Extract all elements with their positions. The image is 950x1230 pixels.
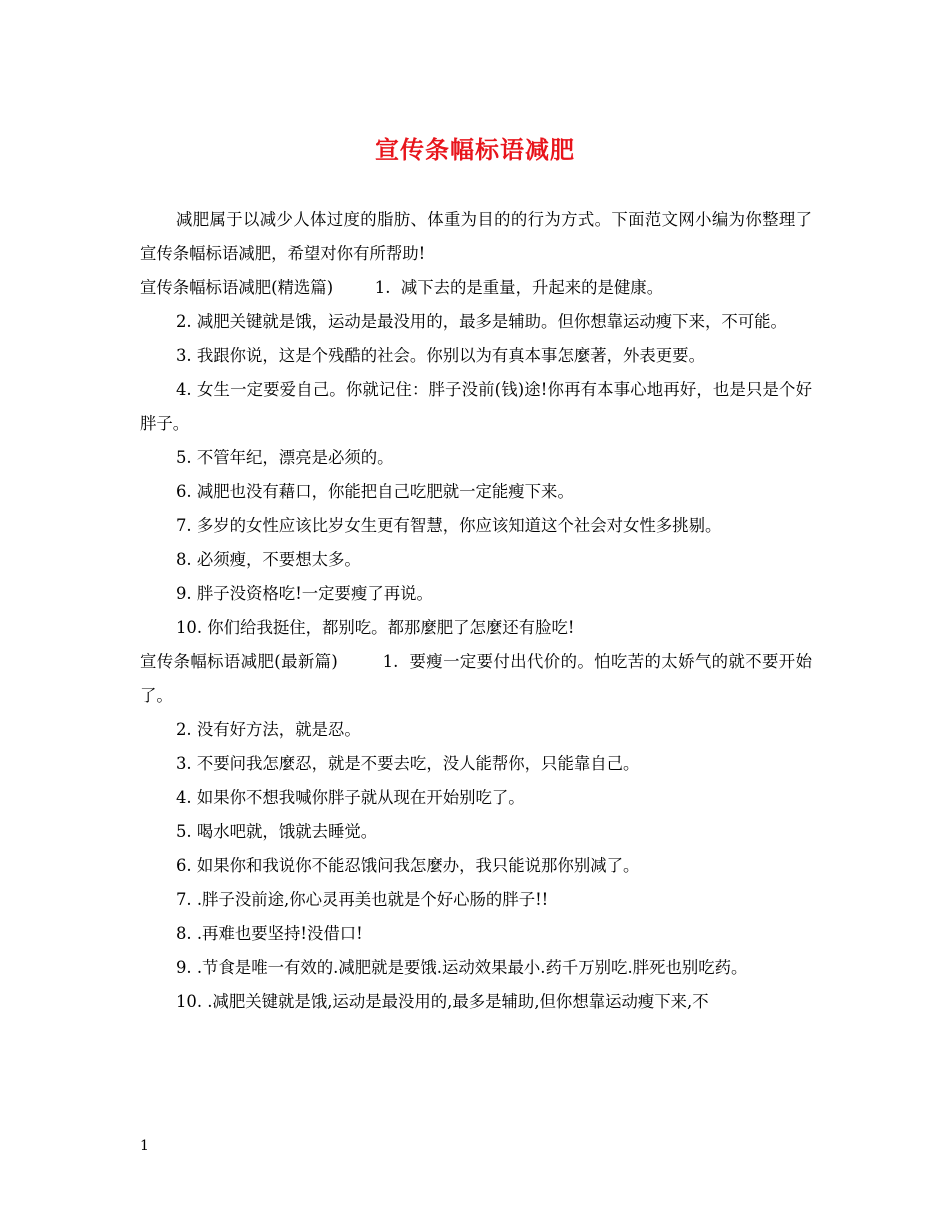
list-item: 1. 减下去的是重量，升起来的是健康。 [374, 278, 664, 297]
list-item: 2. 减肥关键就是饿，运动是最没用的，最多是辅助。但你想靠运动瘦下来，不可能。 [176, 312, 787, 331]
list-item: 4. 女生一定要爱自己。你就记住：胖子没前(钱)途!你再有本事心地再好，也是只是个好胖子。 [140, 380, 812, 433]
section-heading-line [140, 271, 812, 305]
list-item: 10. 你们给我挺住，都别吃。都那麼肥了怎麼还有脸吃! [176, 618, 575, 637]
list-item: 3. 不要问我怎麼忍，就是不要去吃，没人能帮你，只能靠自己。 [176, 754, 640, 773]
list-item: 9. .节食是唯一有效的.减肥就是要饿.运动效果最小.药千万别吃.胖死也别吃药。 [176, 958, 748, 977]
list-item: 3. 我跟你说，这是个残酷的社会。你别以为有真本事怎麼著，外表更要。 [176, 346, 705, 365]
intro-paragraph: 减肥属于以减少人体过度的脂肪、体重为目的的行为方式。下面范文网小编为你整理了宣传条幅标语减肥，希望对你有所帮助! [140, 210, 812, 263]
section-heading: 宣传条幅标语减肥(精选篇) [140, 278, 334, 297]
list-item: 4. 如果你不想我喊你胖子就从现在开始别吃了。 [176, 788, 525, 807]
page-number: 1 [140, 1138, 149, 1154]
section-heading: 宣传条幅标语减肥(最新篇) [140, 652, 338, 671]
list-item: 8. .再难也要坚持!没借口! [176, 924, 363, 943]
list-item: 5. 不管年纪，漂亮是必须的。 [176, 448, 394, 467]
list-item: 6. 减肥也没有藉口，你能把自己吃肥就一定能瘦下来。 [176, 482, 574, 501]
list-item: 1. 要瘦一定要付出代价的。怕吃苦的太娇气的就不要开始了。 [140, 652, 812, 705]
list-item: 6. 如果你和我说你不能忍饿问我怎麼办，我只能说那你别减了。 [176, 856, 640, 875]
document-body [140, 203, 812, 1019]
list-item: 9. 胖子没资格吃!一定要瘦了再说。 [176, 584, 433, 603]
section-heading-line [140, 645, 812, 713]
list-item: 7. .胖子没前途,你心灵再美也就是个好心肠的胖子!! [176, 890, 549, 909]
list-item: 7. 多岁的女性应该比岁女生更有智慧，你应该知道这个社会对女性多挑剔。 [176, 516, 722, 535]
list-item: 10. .减肥关键就是饿,运动是最没用的,最多是辅助,但你想靠运动瘦下来,不 [176, 992, 709, 1011]
list-item: 2. 没有好方法，就是忍。 [176, 720, 361, 739]
list-item: 5. 喝水吧就，饿就去睡觉。 [176, 822, 378, 841]
list-item: 8. 必须瘦，不要想太多。 [176, 550, 361, 569]
document-title: 宣传条幅标语减肥 [375, 135, 575, 164]
